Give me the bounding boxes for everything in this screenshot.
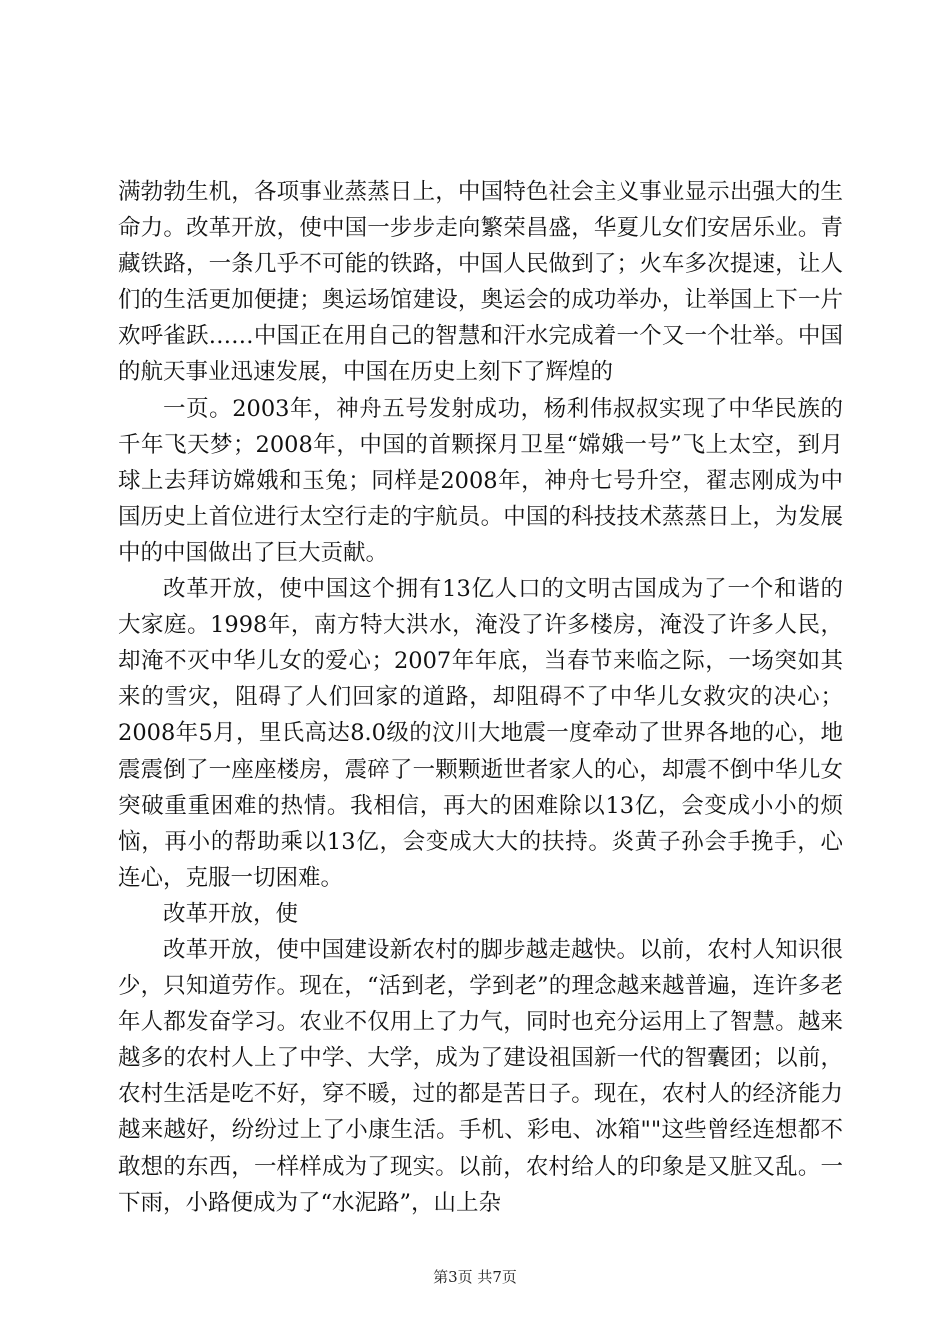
paragraph-5: 改革开放，使中国建设新农村的脚步越走越快。以前，农村人知识很少，只知道劳作。现在，“活到老，学到老”的理念越来越普遍，连许多老年人都发奋学习。农业不仅用上了力气，同时也充分运用上了智慧。越来越多的农村人上了中学、大学，成为了建设祖国新一代的智囊团；以前，农村生活是吃不好，穿不暖，过的都是苦日子。现在，农村人的经济能力越来越好，纷纷过上了小康生活。手机、彩电、冰箱""这些曾经连想都不敢想的东西，一样样成为了现实。以前，农村给人的印象是又脏又乱。一下雨，小路便成为了“水泥路”，山上杂 xyxy=(118,936,843,1216)
paragraph-1: 满勃勃生机，各项事业蒸蒸日上，中国特色社会主义事业显示出强大的生命力。改革开放，使中国一步步走向繁荣昌盛，华夏儿女们安居乐业。青藏铁路，一条几乎不可能的铁路，中国人民做到了；火车多次提速，让人们的生活更加便捷；奥运场馆建设，奥运会的成功举办，让举国上下一片欢呼雀跃……中国正在用自己的智慧和汗水完成着一个又一个壮举。中国的航天事业迅速发展，中国在历史上刻下了辉煌的 xyxy=(118,179,843,386)
paragraph-2: 一页。2003年，神舟五号发射成功，杨利伟叔叔实现了中华民族的千年飞天梦；2008年，中国的首颗探月卫星“嫦娥一号”飞上太空，到月球上去拜访嫦娥和玉兔；同样是2008年，神舟七号升空，翟志刚成为中国历史上首位进行太空行走的宇航员。中国的科技技术蒸蒸日上，为发展中的中国做出了巨大贡献。 xyxy=(118,395,843,566)
paragraph-3: 改革开放，使中国这个拥有13亿人口的文明古国成为了一个和谐的大家庭。1998年，南方特大洪水，淹没了许多楼房，淹没了许多人民，却淹不灭中华儿女的爱心；2007年年底，当春节来临之际，一场突如其来的雪灾，阻碍了人们回家的道路，却阻碍不了中华儿女救灾的决心；2008年5月，里氏高达8.0级的汶川大地震一度牵动了世界各地的心，地震震倒了一座座楼房，震碎了一颗颗逝世者家人的心，却震不倒中华儿女突破重重困难的热情。我相信，再大的困难除以13亿，会变成小小的烦恼，再小的帮助乘以13亿，会变成大大的扶持。炎黄子孙会手挽手，心连心，克服一切困难。 xyxy=(118,576,843,891)
page-footer: 第3页 共7页 xyxy=(433,1268,517,1286)
paragraph-4: 改革开放，使 xyxy=(163,900,299,927)
body-text xyxy=(118,174,843,1221)
